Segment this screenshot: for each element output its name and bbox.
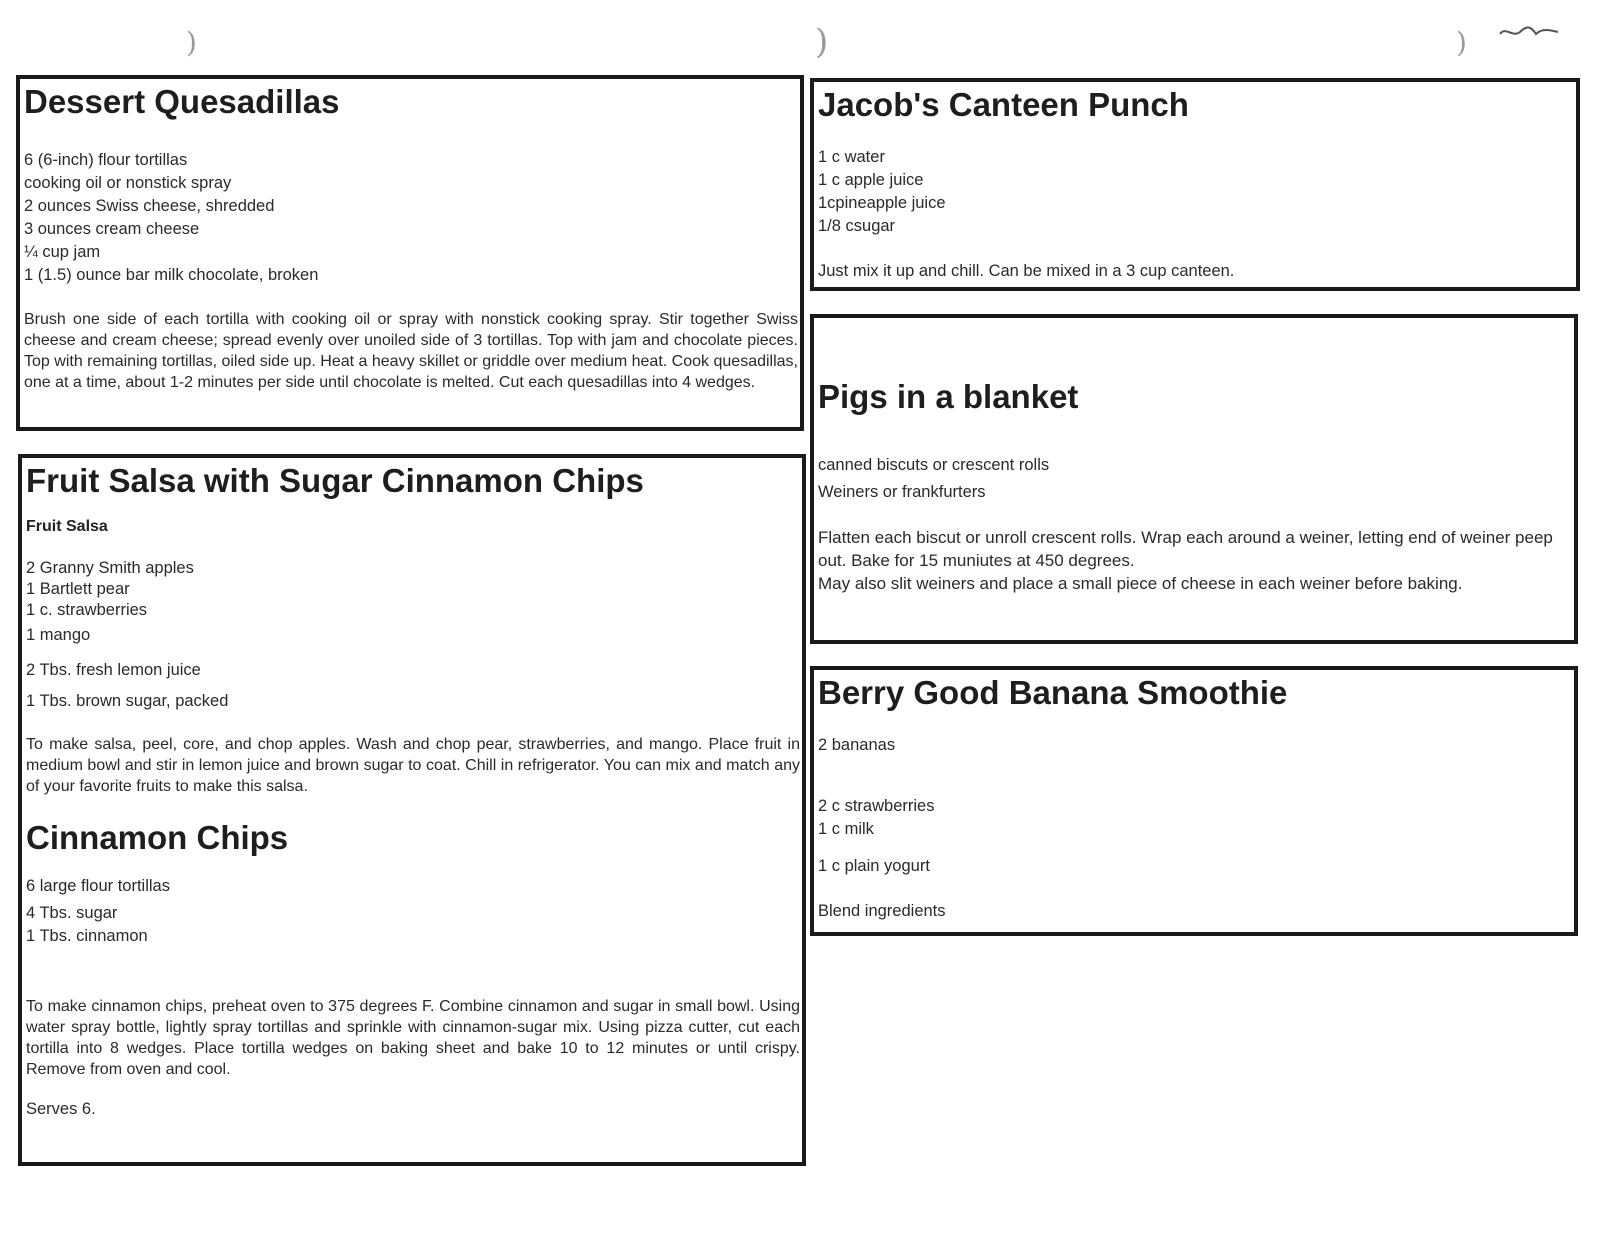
ingredient: 2 ounces Swiss cheese, shredded <box>24 197 275 215</box>
ingredient: 1 c apple juice <box>818 171 924 189</box>
ingredient: ¼ cup jam <box>24 243 101 261</box>
recipe-directions: Brush one side of each tortilla with cooking oil or spray with nonstick cooking spray. Stir together Swiss cheese and cream cheese; spread evenly over unoiled side of 3 tortillas. Top with jam and chocolate pieces. Top with remaining tortillas, oiled side up. Heat a heavy skillet or griddle over medium heat. Cook quesadillas, one at a time, about 1-2 minutes per side until chocolate is melted. Cut each quesadillas into 4 wedges. <box>24 311 798 391</box>
ingredient: 1 c milk <box>818 820 874 838</box>
chips-directions: To make cinnamon chips, preheat oven to 375 degrees F. Combine cinnamon and sugar in small bowl. Using water spray bottle, lightly spray tortillas and sprinkle with cinnamon-sugar mix. Using pizza cutter, cut each tortilla into 8 wedges. Place tortilla wedges on baking sheet and bake 10 to 12 minutes or until crispy. Remove from oven and cool. <box>26 998 800 1078</box>
ingredient: 1 c plain yogurt <box>818 857 930 875</box>
ingredient: cooking oil or nonstick spray <box>24 174 232 192</box>
chips-title: Cinnamon Chips <box>26 819 289 856</box>
recipe-card-fruit-salsa <box>18 454 806 1166</box>
recipe-directions: Just mix it up and chill. Can be mixed in a 3 cup canteen. <box>818 262 1235 280</box>
ingredient: 2 bananas <box>818 736 896 754</box>
serves-note: Serves 6. <box>26 1100 96 1118</box>
ingredient-list <box>24 149 800 287</box>
ingredient: 1 (1.5) ounce bar milk chocolate, broken <box>24 266 319 284</box>
scan-mark: ) <box>186 26 197 59</box>
ingredient: 1cpineapple juice <box>818 194 946 212</box>
recipe-directions: Flatten each biscut or unroll crescent rolls. Wrap each around a weiner, letting end of weiner peep out. Bake for 15 muniutes at 450 degrees. <box>818 528 1553 570</box>
recipe-card-banana-smoothie <box>810 666 1578 936</box>
ingredient: 1 Tbs. cinnamon <box>26 927 148 945</box>
recipe-title: Fruit Salsa with Sugar Cinnamon Chips <box>26 462 644 499</box>
ingredient: 2 Granny Smith apples <box>26 559 194 577</box>
chips-ingredient-list <box>26 875 802 948</box>
ingredient: 1 Tbs. brown sugar, packed <box>26 692 229 710</box>
ingredient: 4 Tbs. sugar <box>26 904 118 922</box>
recipe-title: Pigs in a blanket <box>818 378 1079 415</box>
pen-mark-icon <box>1498 20 1560 42</box>
ingredient-list <box>818 454 1574 504</box>
scan-mark: ) <box>815 22 829 62</box>
ingredient-list <box>818 734 1574 878</box>
scan-mark: ) <box>1456 26 1467 59</box>
recipe-card-canteen-punch <box>810 78 1580 291</box>
recipe-directions: Blend ingredients <box>818 902 946 920</box>
ingredient: 1 c. strawberries <box>26 601 148 619</box>
recipe-title: Jacob's Canteen Punch <box>818 86 1189 123</box>
ingredient: 6 (6-inch) flour tortillas <box>24 151 188 169</box>
ingredient-list <box>26 558 802 712</box>
ingredient: 6 large flour tortillas <box>26 877 170 895</box>
ingredient: 2 Tbs. fresh lemon juice <box>26 661 201 679</box>
recipe-title: Berry Good Banana Smoothie <box>818 674 1288 711</box>
recipe-directions: To make salsa, peel, core, and chop apples. Wash and chop pear, strawberries, and mango. Place fruit in medium bowl and stir in lemon juice and brown sugar to coat. Chill in refrigerator. You can mix and match any of your favorite fruits to make this salsa. <box>26 736 800 795</box>
ingredient: 1 c water <box>818 148 885 166</box>
recipe-card-dessert-quesadillas <box>16 75 804 431</box>
recipe-directions-note: May also slit weiners and place a small piece of cheese in each weiner before baking. <box>818 574 1463 593</box>
ingredient: canned biscuts or crescent rolls <box>818 456 1050 474</box>
ingredient: 1/8 csugar <box>818 217 896 235</box>
ingredient: 1 Bartlett pear <box>26 580 130 598</box>
ingredient: Weiners or frankfurters <box>818 483 986 501</box>
ingredient-list <box>818 146 1576 238</box>
recipe-card-pigs-in-a-blanket <box>810 314 1578 644</box>
recipe-subtitle: Fruit Salsa <box>26 518 108 535</box>
ingredient: 2 c strawberries <box>818 797 935 815</box>
ingredient: 1 mango <box>26 626 91 644</box>
recipe-title: Dessert Quesadillas <box>24 83 340 120</box>
ingredient: 3 ounces cream cheese <box>24 220 200 238</box>
